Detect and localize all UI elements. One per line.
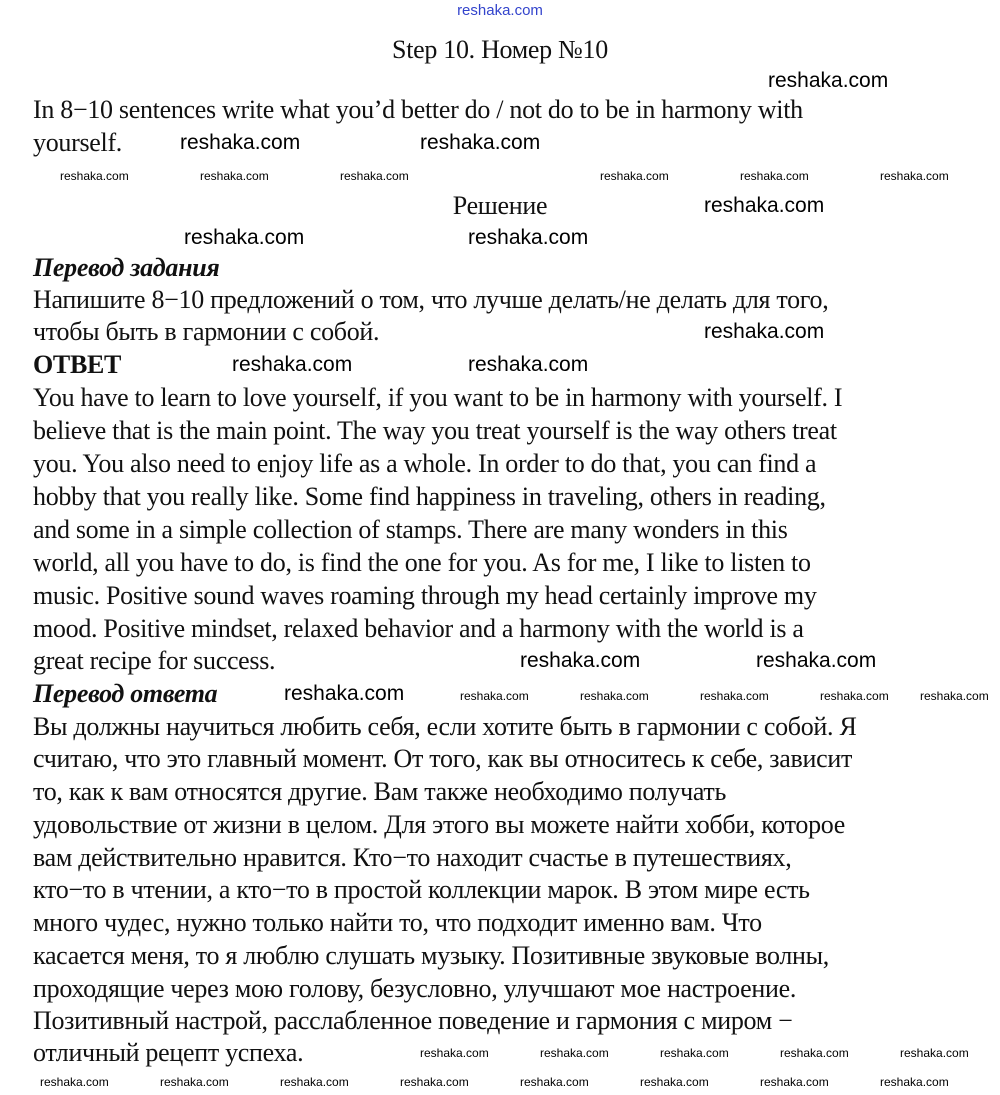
- answer-translation-line: считаю, что это главный момент. От того, как вы относитесь к себе, зависит: [33, 744, 853, 773]
- watermark: reshaka.com: [880, 169, 949, 183]
- watermark: reshaka.com: [520, 649, 641, 672]
- answer-translation-line: отличный рецепт успеха.: [33, 1038, 304, 1067]
- watermark: reshaka.com: [704, 320, 825, 343]
- task-line: In 8−10 sentences write what you’d better do / not do to be in harmony with: [33, 95, 803, 124]
- answer-line: you. You also need to enjoy life as a whole. In order to do that, you can find a: [33, 449, 817, 478]
- answer-translation-line: проходящие через мою голову, безусловно, улучшают мое настроение.: [33, 974, 797, 1003]
- watermark: reshaka.com: [340, 169, 409, 183]
- watermark: reshaka.com: [40, 1075, 109, 1089]
- watermark: reshaka.com: [468, 226, 589, 249]
- watermark: reshaka.com: [640, 1075, 709, 1089]
- answer-translation-line: много чудес, нужно только найти то, что подходит именно вам. Что: [33, 908, 762, 937]
- watermark: reshaka.com: [740, 169, 809, 183]
- watermark: reshaka.com: [180, 131, 301, 154]
- watermark: reshaka.com: [880, 1075, 949, 1089]
- task-translation-line: чтобы быть в гармонии с собой.: [33, 317, 380, 346]
- watermark: reshaka.com: [580, 689, 649, 703]
- answer-translation-line: Позитивный настрой, расслабленное поведение и гармония с миром −: [33, 1006, 793, 1035]
- answer-line: believe that is the main point. The way you treat yourself is the way others treat: [33, 416, 837, 445]
- watermark: reshaka.com: [420, 131, 541, 154]
- watermark: reshaka.com: [468, 353, 589, 376]
- watermark: reshaka.com: [160, 1075, 229, 1089]
- answer-line: You have to learn to love yourself, if you want to be in harmony with yourself. I: [33, 383, 843, 412]
- answer-line: music. Positive sound waves roaming through my head certainly improve my: [33, 581, 817, 610]
- answer-translation-line: вам действительно нравится. Кто−то находит счастье в путешествиях,: [33, 843, 792, 872]
- watermark: reshaka.com: [600, 169, 669, 183]
- answer-line: great recipe for success.: [33, 646, 276, 675]
- watermark: reshaka.com: [60, 169, 129, 183]
- watermark: reshaka.com: [900, 1046, 969, 1060]
- answer-line: world, all you have to do, is find the one for you. As for me, I like to listen to: [33, 548, 811, 577]
- answer-line: hobby that you really like. Some find happiness in traveling, others in reading,: [33, 482, 826, 511]
- watermark: reshaka.com: [760, 1075, 829, 1089]
- watermark: reshaka.com: [520, 1075, 589, 1089]
- task-translation-line: Напишите 8−10 предложений о том, что лучше делать/не делать для того,: [33, 285, 829, 314]
- watermark: reshaka.com: [700, 689, 769, 703]
- watermark: reshaka.com: [768, 69, 889, 92]
- watermark: reshaka.com: [460, 689, 529, 703]
- watermark: reshaka.com: [420, 1046, 489, 1060]
- watermark: reshaka.com: [400, 1075, 469, 1089]
- watermark: reshaka.com: [200, 169, 269, 183]
- watermark: reshaka.com: [284, 682, 405, 705]
- watermark: reshaka.com: [704, 194, 825, 217]
- watermark: reshaka.com: [232, 353, 353, 376]
- solution-label: Решение: [452, 191, 548, 220]
- task-line: yourself.: [33, 128, 122, 157]
- answer-heading: ОТВЕТ: [33, 350, 122, 379]
- watermark: reshaka.com: [280, 1075, 349, 1089]
- answer-translation-line: то, как к вам относятся другие. Вам также необходимо получать: [33, 777, 727, 806]
- site-watermark-link[interactable]: reshaka.com: [457, 2, 543, 19]
- watermark: reshaka.com: [660, 1046, 729, 1060]
- watermark: reshaka.com: [780, 1046, 849, 1060]
- answer-translation-line: Вы должны научиться любить себя, если хотите быть в гармонии с собой. Я: [33, 712, 857, 741]
- task-translation-heading: Перевод задания: [33, 253, 220, 282]
- answer-translation-heading: Перевод ответа: [33, 679, 218, 708]
- watermark: reshaka.com: [820, 689, 889, 703]
- answer-translation-line: кто−то в чтении, а кто−то в простой коллекции марок. В этом мире есть: [33, 875, 810, 904]
- watermark: reshaka.com: [756, 649, 877, 672]
- answer-translation-line: касается меня, то я люблю слушать музыку. Позитивные звуковые волны,: [33, 941, 829, 970]
- watermark: reshaka.com: [184, 226, 305, 249]
- watermark: reshaka.com: [920, 689, 989, 703]
- watermark: reshaka.com: [540, 1046, 609, 1060]
- answer-line: and some in a simple collection of stamps. There are many wonders in this: [33, 515, 788, 544]
- page-title: Step 10. Номер №10: [392, 35, 608, 64]
- answer-line: mood. Positive mindset, relaxed behavior and a harmony with the world is a: [33, 614, 804, 643]
- answer-translation-line: удовольствие от жизни в целом. Для этого вы можете найти хобби, которое: [33, 810, 846, 839]
